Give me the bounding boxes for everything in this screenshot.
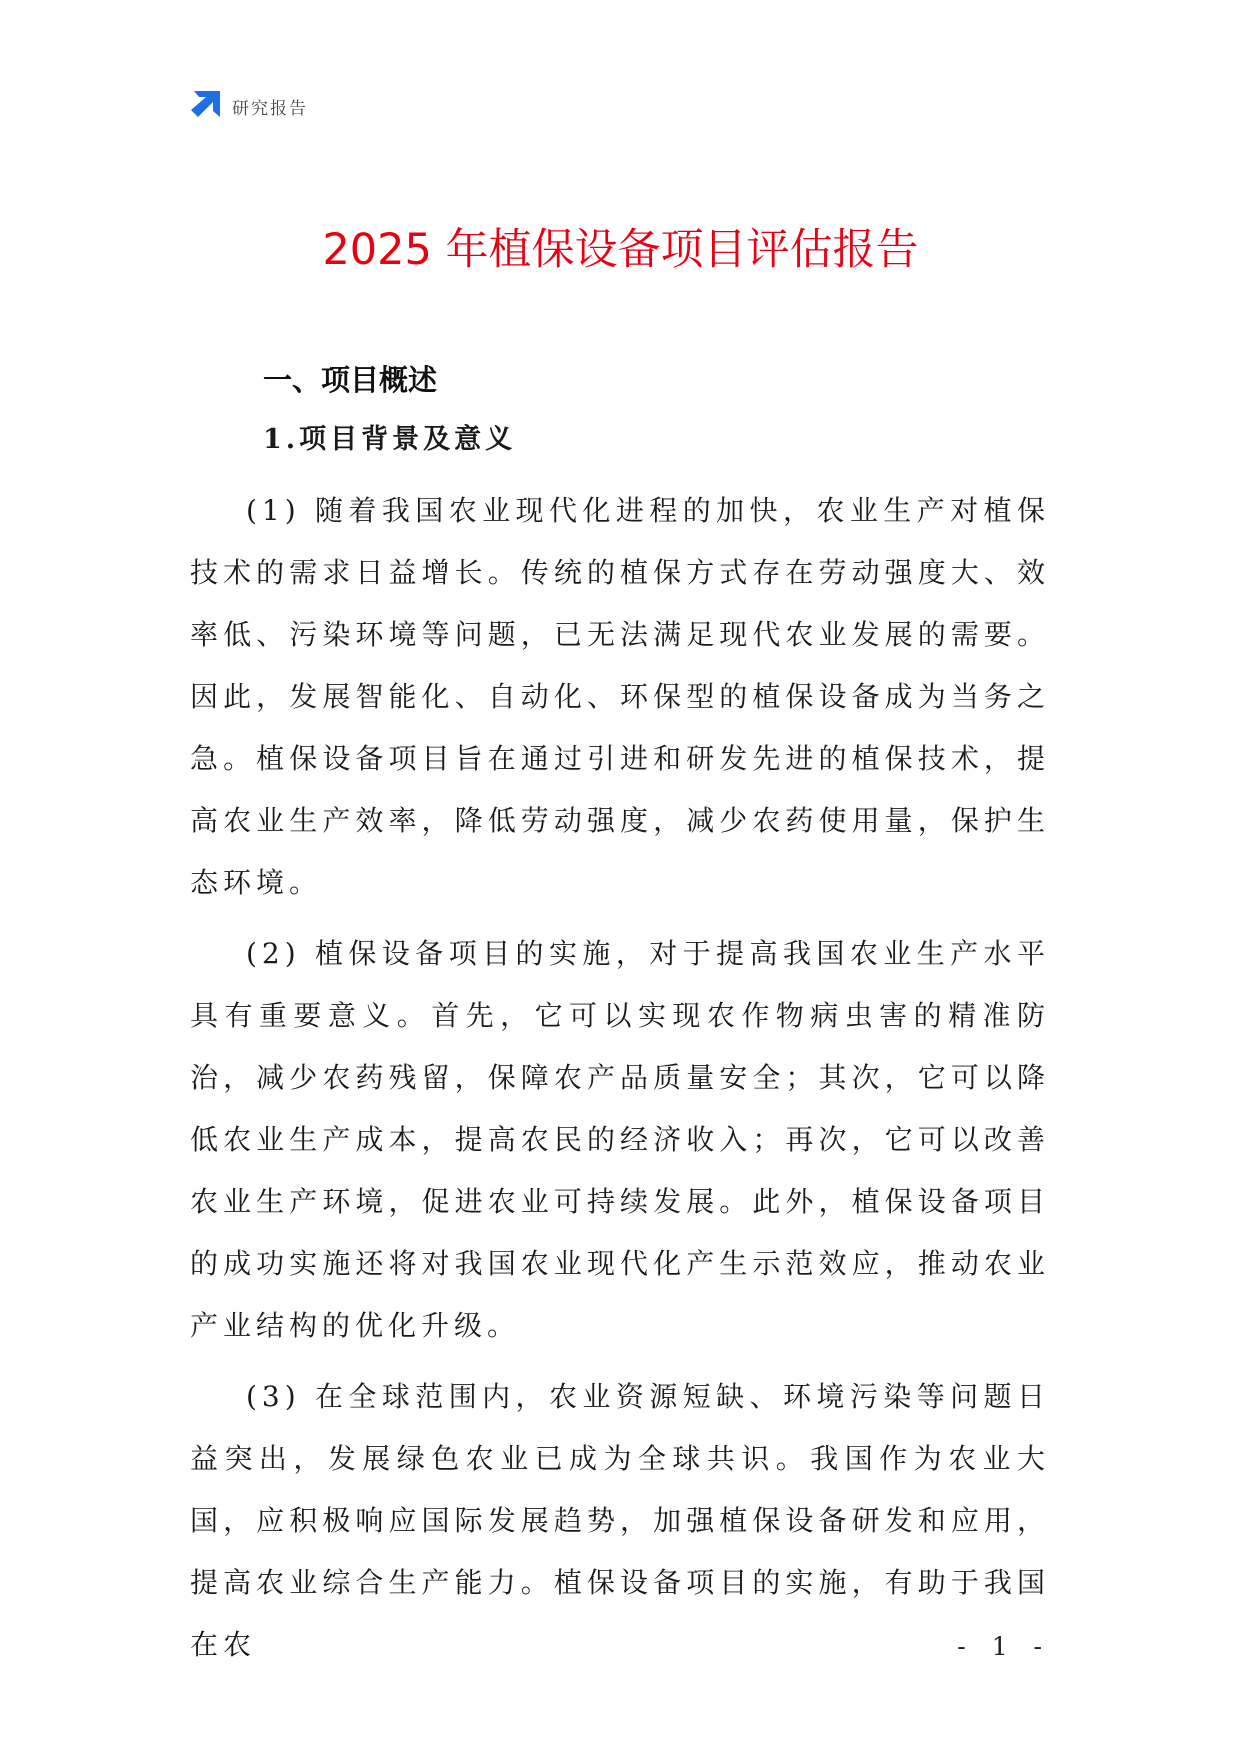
page-number: - 1 -: [957, 1632, 1051, 1661]
section-heading: 一、项目概述: [263, 363, 438, 397]
arrow-up-right-icon: [190, 91, 220, 121]
paragraph-3: (3) 在全球范围内，农业资源短缺、环境污染等问题日益突出，发展绿色农业已成为全球共识。我国作为农业大国，应积极响应国际发展趋势，加强植保设备研发和应用，提高农业综合生产能力。植保设备项目的实施，有助于我国在农: [190, 1380, 1050, 1661]
body-text: [190, 480, 1050, 1685]
sub-heading: 1.项目背景及意义: [263, 424, 517, 455]
header-label: 研究报告: [232, 98, 308, 119]
page-header: [190, 90, 308, 122]
paragraph-2: (2) 植保设备项目的实施，对于提高我国农业生产水平具有重要意义。首先，它可以实现农作物病虫害的精准防治，减少农药残留，保障农产品质量安全；其次，它可以降低农业生产成本，提高农民的经济收入；再次，它可以改善农业生产环境，促进农业可持续发展。此外，植保设备项目的成功实施还将对我国农业现代化产生示范效应，推动农业产业结构的优化升级。: [190, 937, 1050, 1342]
paragraph-1: (1) 随着我国农业现代化进程的加快，农业生产对植保技术的需求日益增长。传统的植保方式存在劳动强度大、效率低、污染环境等问题，已无法满足现代农业发展的需要。因此，发展智能化、自动化、环保型的植保设备成为当务之急。植保设备项目旨在通过引进和研发先进的植保技术，提高农业生产效率，降低劳动强度，减少农药使用量，保护生态环境。: [190, 494, 1050, 899]
document-title: 2025 年植保设备项目评估报告: [322, 225, 919, 275]
